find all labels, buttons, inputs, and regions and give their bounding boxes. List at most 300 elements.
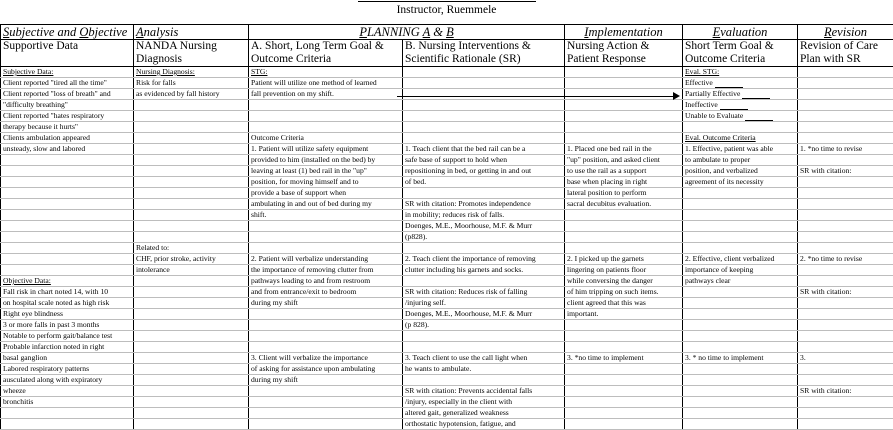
cell-supportive-data	[1, 309, 134, 320]
cell-action	[565, 276, 683, 287]
cell-text: while conversing the danger	[567, 276, 653, 285]
cell-text: clutter including his garnets and socks.	[405, 265, 523, 274]
cell-evaluation	[683, 78, 798, 89]
cell-supportive-data	[1, 353, 134, 364]
cell-diagnosis	[134, 320, 249, 331]
cell-evaluation	[683, 232, 798, 243]
cell-text: SR with citation: Prevents accidental falls	[405, 386, 532, 395]
cell-supportive-data	[1, 199, 134, 210]
cell-diagnosis	[134, 111, 249, 122]
table-row	[1, 386, 893, 397]
cell-text: Eval. STG:	[685, 67, 719, 76]
cell-diagnosis	[134, 155, 249, 166]
col-header-planning: PLANNING A & B	[249, 25, 565, 40]
cell-supportive-data	[1, 155, 134, 166]
cell-text: SR with citation:	[800, 166, 851, 175]
cell-goal	[249, 199, 403, 210]
cell-text: Patient will utilize one method of learned	[251, 78, 377, 87]
cell-revision	[798, 199, 893, 210]
cell-diagnosis	[134, 331, 249, 342]
cell-revision	[798, 397, 893, 408]
table-row	[1, 232, 893, 243]
cell-revision	[798, 122, 893, 133]
table-row	[1, 419, 893, 430]
cell-text: fall prevention on my shift.	[251, 89, 334, 98]
cell-evaluation	[683, 166, 798, 177]
cell-text: during my shift	[251, 375, 298, 384]
subheader-goal-outcome: A. Short, Long Term Goal & Outcome Criteria	[249, 40, 403, 67]
cell-text: client agreed that this was	[567, 298, 646, 307]
cell-text: wheeze	[3, 386, 26, 395]
cell-supportive-data	[1, 276, 134, 287]
cell-text: in mobility; reduces risk of falls.	[405, 210, 504, 219]
table-row	[1, 287, 893, 298]
cell-diagnosis	[134, 298, 249, 309]
cell-evaluation	[683, 133, 798, 144]
cell-evaluation	[683, 408, 798, 419]
cell-text: Effective	[685, 78, 713, 87]
cell-goal	[249, 78, 403, 89]
cell-text: Related to:	[136, 243, 169, 252]
cell-text: and from entrance/exit to bedroom	[251, 287, 356, 296]
cell-text: pathways clear	[685, 276, 730, 285]
cell-supportive-data	[1, 342, 134, 353]
cell-action	[565, 375, 683, 386]
cell-revision	[798, 210, 893, 221]
cell-text: therapy because it hurts"	[3, 122, 78, 131]
cell-text: 1. Placed one bed rail in the	[567, 144, 652, 153]
cell-diagnosis	[134, 364, 249, 375]
cell-text: 3. Client will verbalize the importance	[251, 353, 368, 362]
cell-action	[565, 177, 683, 188]
cell-supportive-data	[1, 375, 134, 386]
cell-supportive-data	[1, 254, 134, 265]
cell-supportive-data	[1, 100, 134, 111]
cell-text: the importance of removing clutter from	[251, 265, 374, 274]
cell-action	[565, 166, 683, 177]
cell-text: 3. Teach client to use the call light when	[405, 353, 527, 362]
cell-revision	[798, 353, 893, 364]
cell-goal	[249, 133, 403, 144]
cell-diagnosis	[134, 243, 249, 254]
cell-revision	[798, 331, 893, 342]
cell-text: Clients ambulation appeared	[3, 133, 90, 142]
cell-diagnosis	[134, 232, 249, 243]
cell-supportive-data	[1, 331, 134, 342]
cell-text: Probable infarction noted in right	[3, 342, 104, 351]
cell-goal	[249, 232, 403, 243]
cell-goal	[249, 276, 403, 287]
cell-text: lateral position to perform	[567, 188, 647, 197]
cell-supportive-data	[1, 166, 134, 177]
cell-text: leaving at least (1) bed rail in the "up"	[251, 166, 367, 175]
cell-text: CHF, prior stroke, activity	[136, 254, 216, 263]
cell-diagnosis	[134, 276, 249, 287]
cell-revision	[798, 419, 893, 430]
cell-intervention	[403, 320, 565, 331]
cell-action	[565, 89, 683, 100]
cell-goal	[249, 100, 403, 111]
table-row	[1, 265, 893, 276]
cell-revision	[798, 177, 893, 188]
cell-goal	[249, 364, 403, 375]
cell-evaluation	[683, 419, 798, 430]
cell-intervention	[403, 397, 565, 408]
cell-text: during my shift	[251, 298, 298, 307]
cell-text: important.	[567, 309, 598, 318]
cell-intervention	[403, 89, 565, 100]
table-row	[1, 309, 893, 320]
cell-text: to use the rail as a support	[567, 166, 646, 175]
cell-supportive-data	[1, 408, 134, 419]
cell-text: Partially Effective	[685, 89, 740, 98]
cell-revision	[798, 386, 893, 397]
table-row	[1, 100, 893, 111]
cell-intervention	[403, 243, 565, 254]
cell-text: to ambulate to proper	[685, 155, 750, 164]
cell-text: Doenges, M.E., Moorhouse, M.F. & Murr	[405, 309, 532, 318]
cell-revision	[798, 232, 893, 243]
table-row	[1, 254, 893, 265]
cell-evaluation	[683, 375, 798, 386]
cell-action	[565, 144, 683, 155]
cell-diagnosis	[134, 254, 249, 265]
cell-action	[565, 67, 683, 78]
cell-goal	[249, 122, 403, 133]
cell-evaluation	[683, 254, 798, 265]
cell-text: position, for moving himself and to	[251, 177, 359, 186]
cell-text: Nursing Diagnosis:	[136, 67, 195, 76]
cell-diagnosis	[134, 265, 249, 276]
cell-evaluation	[683, 364, 798, 375]
cell-text: Doenges, M.E., Moorhouse, M.F. & Murr	[405, 221, 532, 230]
cell-text: SR with citation:	[800, 287, 851, 296]
cell-supportive-data	[1, 144, 134, 155]
cell-action	[565, 342, 683, 353]
cell-goal	[249, 419, 403, 430]
cell-diagnosis	[134, 408, 249, 419]
subheader-revision-care-plan: Revision of Care Plan with SR	[798, 40, 893, 67]
cell-goal	[249, 287, 403, 298]
cell-supportive-data	[1, 232, 134, 243]
cell-diagnosis	[134, 133, 249, 144]
cell-intervention	[403, 155, 565, 166]
cell-intervention	[403, 342, 565, 353]
cell-revision	[798, 100, 893, 111]
cell-intervention	[403, 177, 565, 188]
cell-goal	[249, 243, 403, 254]
cell-diagnosis	[134, 353, 249, 364]
checkbox-blank-line	[715, 80, 743, 88]
cell-supportive-data	[1, 386, 134, 397]
cell-revision	[798, 155, 893, 166]
cell-text: Client reported "hates respiratory	[3, 111, 104, 120]
cell-supportive-data	[1, 320, 134, 331]
cell-evaluation	[683, 397, 798, 408]
cell-intervention	[403, 276, 565, 287]
cell-revision	[798, 166, 893, 177]
cell-text: as evidenced by fall history	[136, 89, 220, 98]
cell-supportive-data	[1, 122, 134, 133]
cell-intervention	[403, 133, 565, 144]
cell-intervention	[403, 188, 565, 199]
table-row	[1, 89, 893, 100]
cell-diagnosis	[134, 89, 249, 100]
cell-supportive-data	[1, 397, 134, 408]
cell-text: on hospital scale noted as high risk	[3, 298, 109, 307]
col-header-subjective-objective: Subjective and Objective	[1, 25, 134, 40]
cell-text: Risk for falls	[136, 78, 176, 87]
cell-intervention	[403, 122, 565, 133]
cell-action	[565, 232, 683, 243]
cell-action	[565, 320, 683, 331]
cell-text: 3 or more falls in past 3 months	[3, 320, 99, 329]
cell-revision	[798, 265, 893, 276]
cell-text: importance of keeping	[685, 265, 753, 274]
cell-revision	[798, 78, 893, 89]
cell-goal	[249, 320, 403, 331]
cell-text: Eval. Outcome Criteria	[685, 133, 756, 142]
subheader-interventions: B. Nursing Interventions & Scientific Rationale (SR)	[403, 40, 565, 67]
cell-action	[565, 353, 683, 364]
cell-intervention	[403, 232, 565, 243]
table-row	[1, 397, 893, 408]
cell-revision	[798, 298, 893, 309]
checkbox-blank-line	[742, 91, 770, 99]
cell-text: basal ganglion	[3, 353, 47, 362]
table-row	[1, 133, 893, 144]
cell-text: STG:	[251, 67, 267, 76]
cell-goal	[249, 331, 403, 342]
arrow-right-icon	[673, 92, 680, 100]
cell-revision	[798, 342, 893, 353]
cell-goal	[249, 67, 403, 78]
cell-intervention	[403, 67, 565, 78]
cell-supportive-data	[1, 210, 134, 221]
cell-intervention	[403, 364, 565, 375]
table-row	[1, 210, 893, 221]
cell-intervention	[403, 287, 565, 298]
subheader-nanda-diagnosis: NANDA Nursing Diagnosis	[134, 40, 249, 67]
cell-evaluation	[683, 331, 798, 342]
cell-revision	[798, 309, 893, 320]
cell-intervention	[403, 386, 565, 397]
cell-text: ausculated along with expiratory	[3, 375, 102, 384]
cell-revision	[798, 67, 893, 78]
table-row	[1, 298, 893, 309]
cell-supportive-data	[1, 221, 134, 232]
cell-revision	[798, 133, 893, 144]
cell-intervention	[403, 78, 565, 89]
cell-diagnosis	[134, 210, 249, 221]
cell-intervention	[403, 419, 565, 430]
cell-revision	[798, 221, 893, 232]
cell-text: base when placing in right	[567, 177, 647, 186]
cell-revision	[798, 364, 893, 375]
cell-revision	[798, 144, 893, 155]
cell-intervention	[403, 353, 565, 364]
subheader-supportive-data: Supportive Data	[1, 40, 134, 67]
cell-revision	[798, 243, 893, 254]
cell-supportive-data	[1, 298, 134, 309]
cell-text: bronchitis	[3, 397, 33, 406]
cell-evaluation	[683, 298, 798, 309]
cell-goal	[249, 177, 403, 188]
cell-text: Objective Data:	[3, 276, 51, 285]
cell-text: SR with citation: Promotes independence	[405, 199, 531, 208]
cell-text: "up" position, and asked client	[567, 155, 660, 164]
cell-text: of asking for assistance upon ambulating	[251, 364, 375, 373]
cell-evaluation	[683, 287, 798, 298]
cell-text: 2. Effective, client verbalized	[685, 254, 774, 263]
cell-diagnosis	[134, 309, 249, 320]
cell-text: 3. *no time to implement	[567, 353, 644, 362]
cell-supportive-data	[1, 78, 134, 89]
cell-text: Right eye blindness	[3, 309, 63, 318]
cell-action	[565, 419, 683, 430]
cell-goal	[249, 111, 403, 122]
col-header-revision: Revision	[798, 25, 893, 40]
header-rule	[358, 1, 536, 2]
cell-supportive-data	[1, 419, 134, 430]
table-row	[1, 408, 893, 419]
goal-arrow-line	[397, 96, 673, 97]
cell-evaluation	[683, 221, 798, 232]
cell-text: 1. Teach client that the bed rail can be a	[405, 144, 525, 153]
table-row	[1, 375, 893, 386]
cell-text: 2. Patient will verbalize understanding	[251, 254, 368, 263]
cell-action	[565, 199, 683, 210]
cell-text: Subjective Data:	[3, 67, 53, 76]
checkbox-blank-line	[720, 102, 748, 110]
cell-evaluation	[683, 67, 798, 78]
cell-text: Ineffective	[685, 100, 718, 109]
cell-text: shift.	[251, 210, 266, 219]
cell-revision	[798, 375, 893, 386]
cell-text: provide a base of support when	[251, 188, 346, 197]
cell-goal	[249, 210, 403, 221]
cell-evaluation	[683, 386, 798, 397]
cell-diagnosis	[134, 166, 249, 177]
cell-evaluation	[683, 320, 798, 331]
cell-diagnosis	[134, 287, 249, 298]
col-header-implementation: Implementation	[565, 25, 683, 40]
checkbox-blank-line	[745, 113, 773, 121]
cell-revision	[798, 188, 893, 199]
table-row	[1, 67, 893, 78]
cell-evaluation	[683, 210, 798, 221]
cell-intervention	[403, 166, 565, 177]
cell-text: Client reported "tired all the time"	[3, 78, 107, 87]
cell-supportive-data	[1, 265, 134, 276]
cell-supportive-data	[1, 177, 134, 188]
cell-goal	[249, 221, 403, 232]
cell-evaluation	[683, 188, 798, 199]
cell-diagnosis	[134, 177, 249, 188]
cell-goal	[249, 408, 403, 419]
cell-text: unsteady, slow and labored	[3, 144, 85, 153]
cell-diagnosis	[134, 100, 249, 111]
cell-intervention	[403, 221, 565, 232]
cell-text: pathways leading to and from restroom	[251, 276, 370, 285]
cell-text: Fall risk in chart noted 14, with 10	[3, 287, 108, 296]
cell-diagnosis	[134, 397, 249, 408]
cell-action	[565, 133, 683, 144]
cell-text: (p828).	[405, 232, 427, 241]
cell-intervention	[403, 254, 565, 265]
cell-action	[565, 386, 683, 397]
table-row	[1, 364, 893, 375]
cell-evaluation	[683, 177, 798, 188]
cell-text: orthostatic hypotension, fatigue, and	[405, 419, 516, 428]
cell-text: of him tripping on such items.	[567, 287, 659, 296]
cell-evaluation	[683, 89, 798, 100]
table-row	[1, 320, 893, 331]
cell-text: SR with citation:	[800, 386, 851, 395]
cell-action	[565, 221, 683, 232]
cell-text: Notable to perform gait/balance test	[3, 331, 112, 340]
cell-text: safe base of support to hold when	[405, 155, 507, 164]
table-row	[1, 144, 893, 155]
cell-action	[565, 111, 683, 122]
cell-evaluation	[683, 265, 798, 276]
cell-action	[565, 397, 683, 408]
table-row	[1, 342, 893, 353]
cell-text: 1. Effective, patient was able	[685, 144, 773, 153]
cell-text: 3.	[800, 353, 806, 362]
header-row-1	[1, 25, 893, 40]
cell-intervention	[403, 265, 565, 276]
cell-text: of bed.	[405, 177, 426, 186]
cell-text: intolerance	[136, 265, 170, 274]
cell-diagnosis	[134, 342, 249, 353]
cell-diagnosis	[134, 78, 249, 89]
table-row	[1, 331, 893, 342]
cell-action	[565, 188, 683, 199]
cell-evaluation	[683, 122, 798, 133]
cell-evaluation	[683, 155, 798, 166]
cell-action	[565, 243, 683, 254]
cell-supportive-data	[1, 364, 134, 375]
instructor-name: Instructor, Ruemmele	[0, 4, 893, 16]
cell-intervention	[403, 408, 565, 419]
cell-goal	[249, 155, 403, 166]
cell-action	[565, 100, 683, 111]
cell-diagnosis	[134, 188, 249, 199]
cell-action	[565, 155, 683, 166]
table-row	[1, 221, 893, 232]
cell-evaluation	[683, 342, 798, 353]
cell-text: lingering on patients floor	[567, 265, 646, 274]
cell-supportive-data	[1, 287, 134, 298]
cell-goal	[249, 188, 403, 199]
cell-text: sacral decubitus evaluation.	[567, 199, 651, 208]
cell-text: he wants to ambulate.	[405, 364, 471, 373]
cell-diagnosis	[134, 67, 249, 78]
cell-supportive-data	[1, 243, 134, 254]
cell-revision	[798, 111, 893, 122]
cell-text: position, and verbalized	[685, 166, 758, 175]
table-row	[1, 188, 893, 199]
cell-diagnosis	[134, 386, 249, 397]
cell-evaluation	[683, 309, 798, 320]
cell-goal	[249, 89, 403, 100]
cell-intervention	[403, 375, 565, 386]
cell-goal	[249, 375, 403, 386]
table-row	[1, 166, 893, 177]
cell-intervention	[403, 144, 565, 155]
cell-intervention	[403, 309, 565, 320]
